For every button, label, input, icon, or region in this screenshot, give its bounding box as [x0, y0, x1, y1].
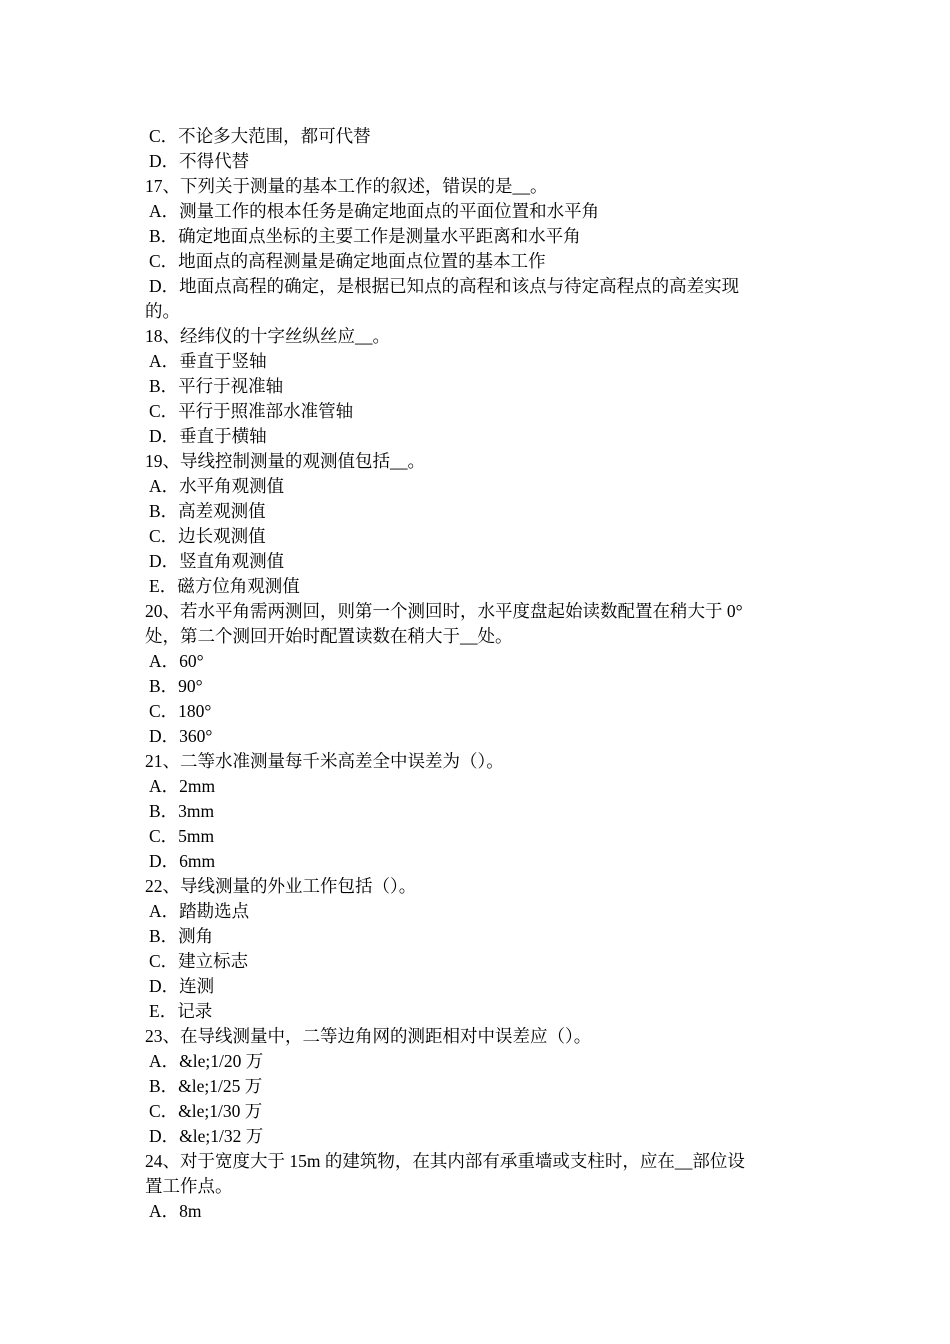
question-line: 18、经纬仪的十字丝纵丝应__。: [145, 326, 390, 346]
option-line: A．2mm: [149, 776, 216, 796]
option-line: C．平行于照准部水准管轴: [149, 401, 354, 421]
option-line: A．&le;1/20 万: [149, 1051, 264, 1071]
option-line: C．&le;1/30 万: [149, 1101, 263, 1121]
option-line: D．360°: [149, 726, 213, 746]
option-line: B．3mm: [149, 801, 215, 821]
question-line: 23、在导线测量中，二等边角网的测距相对中误差应（）。: [145, 1026, 592, 1046]
option-line: E．记录: [149, 1001, 213, 1021]
option-line: C．边长观测值: [149, 526, 266, 546]
option-line: B．测角: [149, 926, 214, 946]
option-line: A．水平角观测值: [149, 476, 285, 496]
option-line: C．建立标志: [149, 951, 249, 971]
option-line: B．确定地面点坐标的主要工作是测量水平距离和水平角: [149, 226, 581, 246]
option-line: A．踏勘选点: [149, 901, 250, 921]
question-line: 20、若水平角需两测回，则第一个测回时，水平度盘起始读数配置在稍大于 0°: [145, 601, 743, 621]
question-line: 22、导线测量的外业工作包括（）。: [145, 876, 417, 896]
option-line: B．90°: [149, 676, 203, 696]
option-line: E．磁方位角观测值: [149, 576, 300, 596]
question-line: 17、下列关于测量的基本工作的叙述，错误的是__。: [145, 176, 548, 196]
option-line: B．平行于视准轴: [149, 376, 284, 396]
question-line: 24、对于宽度大于 15m 的建筑物，在其内部有承重墙或支柱时，应在__部位设: [145, 1151, 745, 1171]
option-line: B．高差观测值: [149, 501, 266, 521]
option-line: A．8m: [149, 1201, 202, 1221]
option-line: D．&le;1/32 万: [149, 1126, 264, 1146]
option-line: A．测量工作的根本任务是确定地面点的平面位置和水平角: [149, 201, 600, 221]
option-line: A．60°: [149, 651, 204, 671]
option-line: D．垂直于横轴: [149, 426, 267, 446]
continuation-line: 处，第二个测回开始时配置读数在稍大于__处。: [145, 626, 513, 646]
continuation-line: 的。: [145, 301, 180, 321]
continuation-line: 置工作点。: [145, 1176, 233, 1196]
question-line: 21、二等水准测量每千米高差全中误差为（）。: [145, 751, 504, 771]
document-page: [145, 124, 815, 1224]
option-line: A．垂直于竖轴: [149, 351, 267, 371]
option-line: C．地面点的高程测量是确定地面点位置的基本工作: [149, 251, 546, 271]
question-line: 19、导线控制测量的观测值包括__。: [145, 451, 425, 471]
option-line: C．不论多大范围，都可代替: [149, 126, 371, 146]
option-line: D．地面点高程的确定，是根据已知点的高程和该点与待定高程点的高差实现: [149, 276, 740, 296]
option-line: D．连测: [149, 976, 215, 996]
option-line: D．6mm: [149, 851, 216, 871]
option-line: B．&le;1/25 万: [149, 1076, 263, 1096]
option-line: C．5mm: [149, 826, 215, 846]
option-line: D．竖直角观测值: [149, 551, 285, 571]
option-line: C．180°: [149, 701, 212, 721]
option-line: D．不得代替: [149, 151, 250, 171]
